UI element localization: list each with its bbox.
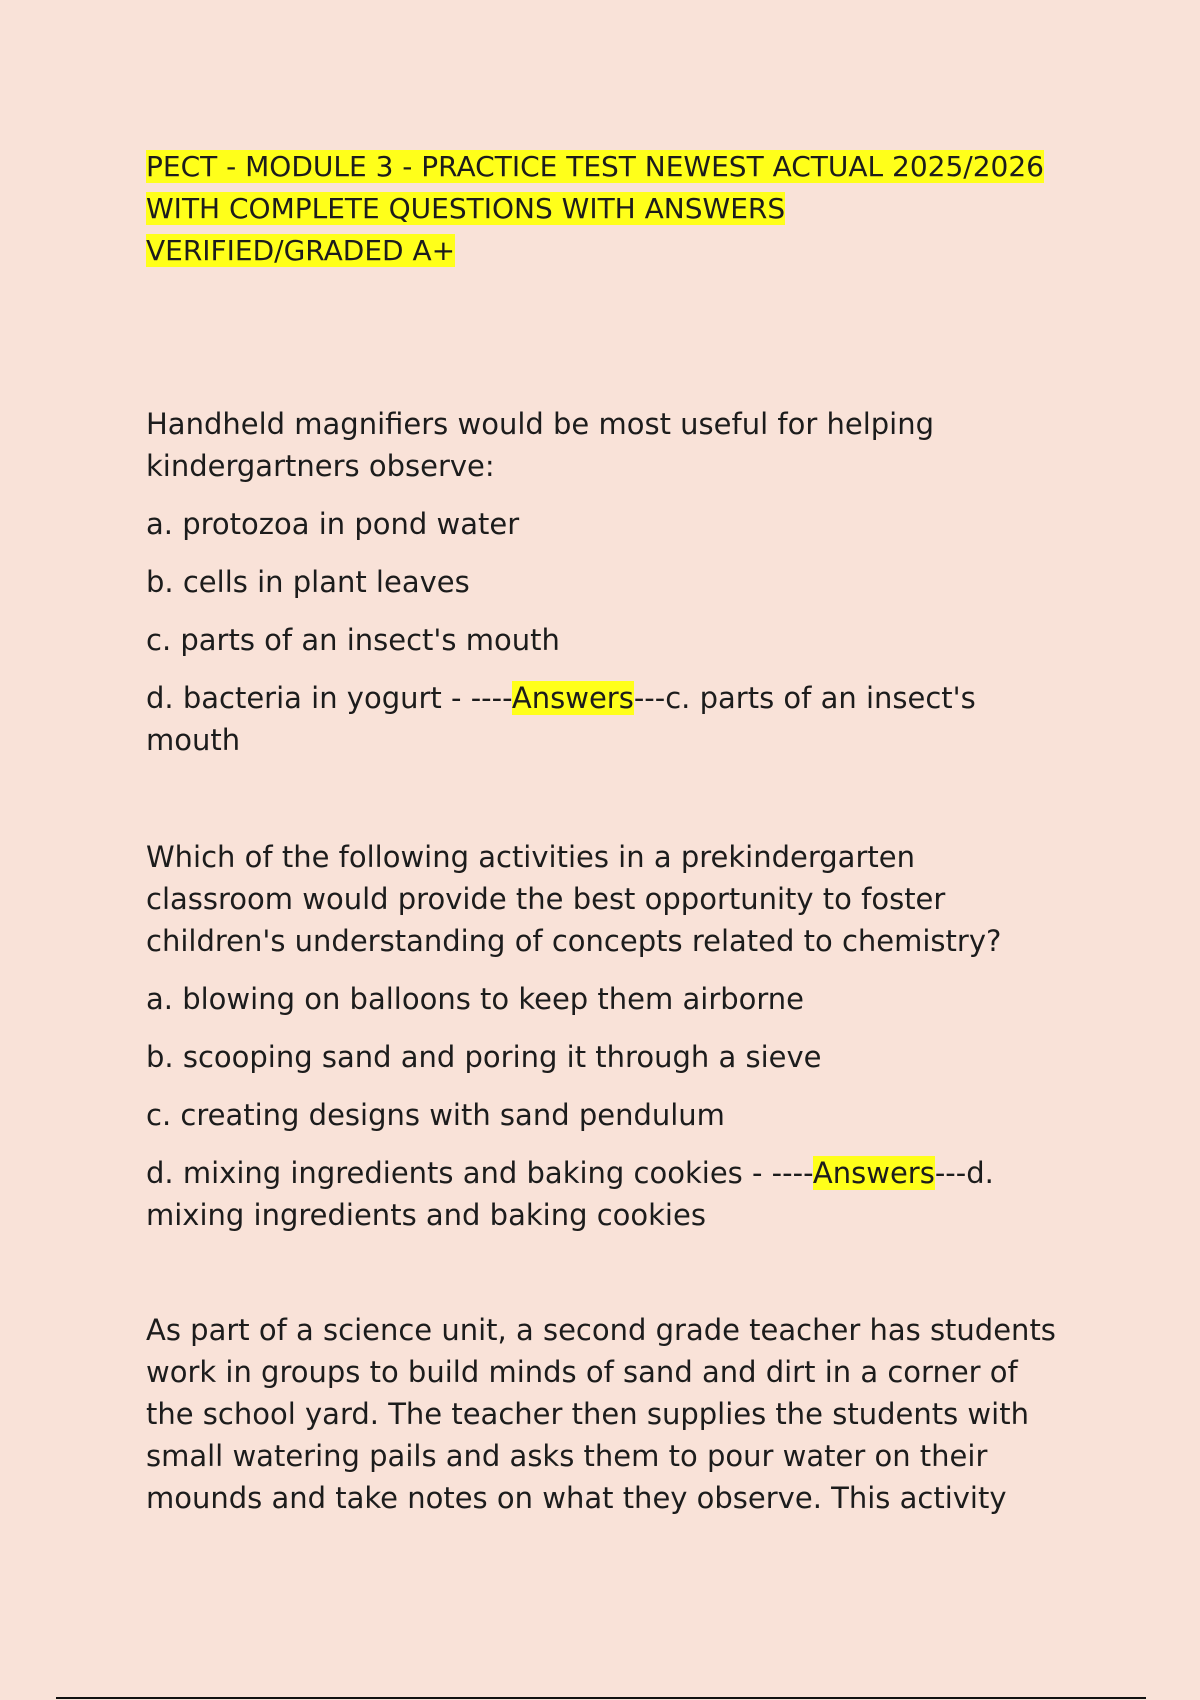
page-bottom-divider <box>56 1697 1146 1699</box>
option-a: a. protozoa in pond water <box>146 507 520 541</box>
answer-text: ---d. mixing ingredients and baking cookies <box>146 1156 994 1232</box>
question-2 <box>146 836 1066 1252</box>
question-text: Handheld magnifiers would be most useful for helping kindergartners observe: <box>146 407 934 483</box>
option-b: b. scooping sand and poring it through a sieve <box>146 1040 822 1074</box>
question-text: Which of the following activities in a prekindergarten classroom would provide the best opportunity to foster children's understanding of concepts related to chemistry? <box>146 840 1002 958</box>
answer-text: ---c. parts of an insect's mouth <box>146 681 976 757</box>
question-3 <box>146 1309 1066 1535</box>
title-highlight: PECT - MODULE 3 - PRACTICE TEST NEWEST ACTUAL 2025/2026 WITH COMPLETE QUESTIONS WITH ANSWERS VERIFIED/GRADED A+ <box>146 150 1044 267</box>
question-1 <box>146 403 1066 777</box>
option-c: c. parts of an insect's mouth <box>146 623 560 657</box>
option-b: b. cells in plant leaves <box>146 565 470 599</box>
answers-label: Answers <box>812 1156 935 1190</box>
document-title <box>146 146 1046 272</box>
question-text: As part of a science unit, a second grade teacher has students work in groups to build minds of sand and dirt in a corner of the school yard. The teacher then supplies the students with small watering pails and asks them to pour water on their mounds and take notes on what they observe. This activity <box>146 1313 1056 1515</box>
option-d: d. mixing ingredients and baking cookies - ---- <box>146 1156 813 1190</box>
answers-label: Answers <box>511 681 634 715</box>
option-d-with-answer <box>146 677 1066 761</box>
option-c: c. creating designs with sand pendulum <box>146 1098 725 1132</box>
option-d-with-answer <box>146 1152 1066 1236</box>
option-a: a. blowing on balloons to keep them airborne <box>146 982 805 1016</box>
option-d: d. bacteria in yogurt - ---- <box>146 681 512 715</box>
